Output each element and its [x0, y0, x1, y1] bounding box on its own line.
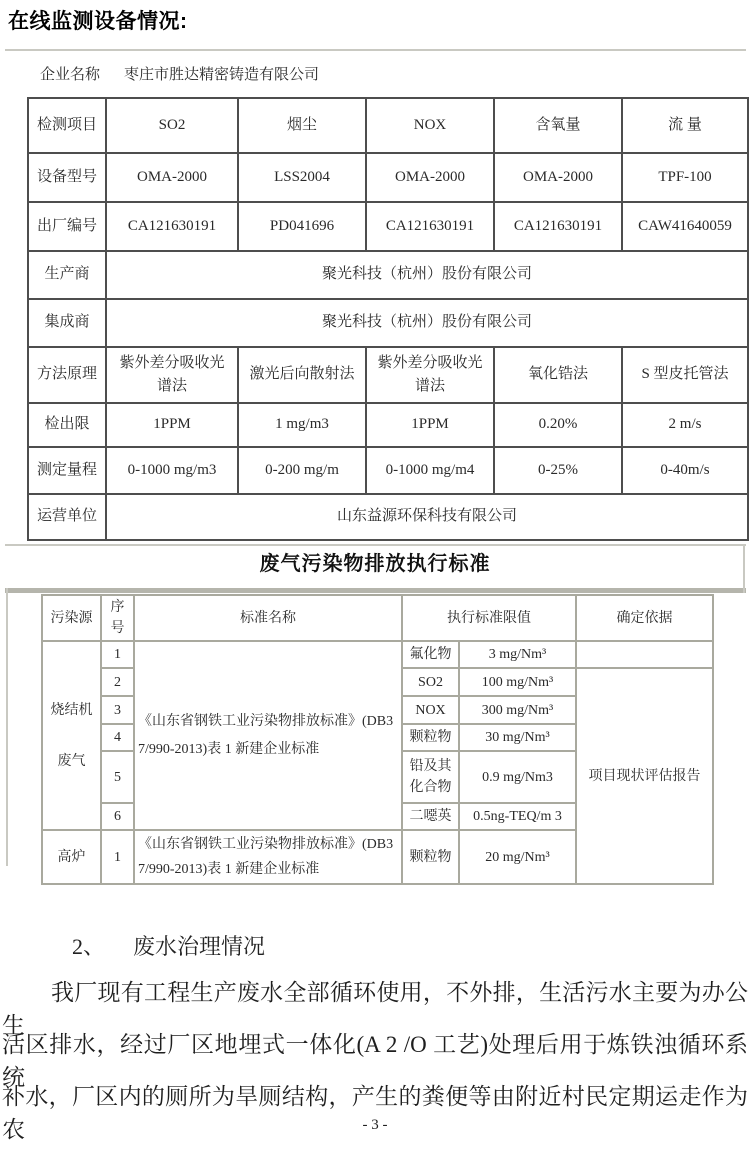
cell: LSS2004: [238, 153, 366, 202]
standard-name-cell: 《山东省钢铁工业污染物排放标准》(DB37/990-2013)表 1 新建企业标准: [134, 641, 402, 830]
row-label: 运营单位: [28, 494, 106, 540]
cell: 1 mg/m3: [238, 403, 366, 447]
cell: S 型皮托管法: [622, 347, 748, 403]
company-name: 枣庄市胜达精密铸造有限公司: [124, 67, 320, 83]
index-cell: 2: [101, 668, 134, 696]
source-line1: 烧结机: [50, 702, 93, 718]
company-row: [40, 63, 319, 84]
standard-name-cell: 《山东省钢铁工业污染物排放标准》(DB37/990-2013)表 1 新建企业标准: [134, 830, 402, 884]
cell: 含氧量: [494, 98, 622, 153]
paragraph-line: 活区排水，经过厂区地埋式一体化(A 2 /O 工艺)处理后用于炼铁浊循环系统: [2, 1032, 748, 1090]
page-title: 在线监测设备情况:: [8, 10, 188, 33]
limit-cell: 3 mg/Nm³: [459, 641, 576, 668]
limit-cell: 0.5ng-TEQ/m 3: [459, 803, 576, 830]
frame-line-left: [6, 588, 8, 866]
index-cell: 5: [101, 751, 134, 803]
cell: PD041696: [238, 202, 366, 251]
row-label: 集成商: [28, 299, 106, 347]
paragraph-line: 我厂现有工程生产废水全部循环使用，不外排，生活污水主要为办公生: [2, 980, 748, 1038]
pollutant-cell: NOX: [402, 696, 459, 724]
cell: TPF-100: [622, 153, 748, 202]
basis-empty-cell: [576, 641, 713, 668]
paragraph-line: 补水，厂区内的厕所为旱厕结构，产生的粪便等由附近村民定期运走作为农: [2, 1084, 748, 1142]
row-label: 设备型号: [28, 153, 106, 202]
cell: OMA-2000: [494, 153, 622, 202]
row-label: 检测项目: [28, 98, 106, 153]
cell-span: 聚光科技（杭州）股份有限公司: [106, 299, 748, 347]
pollutant-cell: 铅及其化合物: [402, 751, 459, 803]
index-cell: 4: [101, 724, 134, 751]
cell: NOX: [366, 98, 494, 153]
basis-cell: 项目现状评估报告: [576, 668, 713, 884]
header-source: 污染源: [42, 595, 101, 641]
table-row: [28, 447, 748, 494]
row-label: 生产商: [28, 251, 106, 299]
table-row: [42, 641, 713, 668]
cell: 烟尘: [238, 98, 366, 153]
limit-cell: 100 mg/Nm³: [459, 668, 576, 696]
table-row: [28, 403, 748, 447]
limit-cell: 30 mg/Nm³: [459, 724, 576, 751]
cell: 氧化锆法: [494, 347, 622, 403]
index-cell: 3: [101, 696, 134, 724]
pollutant-cell: 氟化物: [402, 641, 459, 668]
source-blast-furnace: 高炉: [42, 830, 101, 884]
cell: 0-1000 mg/m4: [366, 447, 494, 494]
cell: 0-25%: [494, 447, 622, 494]
cell: CA121630191: [494, 202, 622, 251]
monitoring-equipment-table: [27, 97, 749, 541]
cell: 紫外差分吸收光谱法: [106, 347, 238, 403]
frame-line-middle: [5, 544, 746, 546]
row-label: 出厂编号: [28, 202, 106, 251]
index-cell: 1: [101, 830, 134, 884]
table-row: [28, 98, 748, 153]
source-sinter: [42, 641, 101, 830]
company-label: 企业名称: [40, 67, 101, 83]
header-limit: 执行标准限值: [402, 595, 576, 641]
frame-line-top: [5, 49, 746, 51]
table-row: [28, 347, 748, 403]
cell: OMA-2000: [366, 153, 494, 202]
section-heading-text: 废水治理情况: [133, 934, 266, 959]
table-row: [28, 202, 748, 251]
table-row: [28, 153, 748, 202]
section-heading-wastewater: [72, 930, 265, 961]
section-title-emission-standard: 废气污染物排放执行标准: [259, 553, 491, 575]
source-line2: 废气: [57, 753, 86, 769]
section-number: 2、: [72, 934, 106, 959]
pollutant-cell: 颗粒物: [402, 724, 459, 751]
table-row: [28, 251, 748, 299]
row-label: 检出限: [28, 403, 106, 447]
header-index: 序号: [101, 595, 134, 641]
table-row: [28, 494, 748, 540]
table-header-row: [42, 595, 713, 641]
emission-standard-table: [41, 594, 714, 885]
cell: OMA-2000: [106, 153, 238, 202]
table-row: [28, 299, 748, 347]
row-label: 方法原理: [28, 347, 106, 403]
limit-cell: 300 mg/Nm³: [459, 696, 576, 724]
cell-span: 山东益源环保科技有限公司: [106, 494, 748, 540]
row-label: 测定量程: [28, 447, 106, 494]
pollutant-cell: SO2: [402, 668, 459, 696]
limit-cell: 20 mg/Nm³: [459, 830, 576, 884]
header-standard-name: 标准名称: [134, 595, 402, 641]
cell: 1PPM: [366, 403, 494, 447]
cell-span: 聚光科技（杭州）股份有限公司: [106, 251, 748, 299]
cell: 2 m/s: [622, 403, 748, 447]
page-number: - 3 -: [362, 1117, 388, 1133]
cell: 紫外差分吸收光谱法: [366, 347, 494, 403]
index-cell: 1: [101, 641, 134, 668]
cell: 0-200 mg/m: [238, 447, 366, 494]
limit-cell: 0.9 mg/Nm3: [459, 751, 576, 803]
cell: CAW41640059: [622, 202, 748, 251]
index-cell: 6: [101, 803, 134, 830]
cell: CA121630191: [366, 202, 494, 251]
cell: 激光后向散射法: [238, 347, 366, 403]
cell: SO2: [106, 98, 238, 153]
cell: 0-1000 mg/m3: [106, 447, 238, 494]
pollutant-cell: 二噁英: [402, 803, 459, 830]
header-basis: 确定依据: [576, 595, 713, 641]
cell: 1PPM: [106, 403, 238, 447]
cell: 流 量: [622, 98, 748, 153]
frame-band: [5, 588, 746, 593]
cell: CA121630191: [106, 202, 238, 251]
cell: 0.20%: [494, 403, 622, 447]
pollutant-cell: 颗粒物: [402, 830, 459, 884]
cell: 0-40m/s: [622, 447, 748, 494]
